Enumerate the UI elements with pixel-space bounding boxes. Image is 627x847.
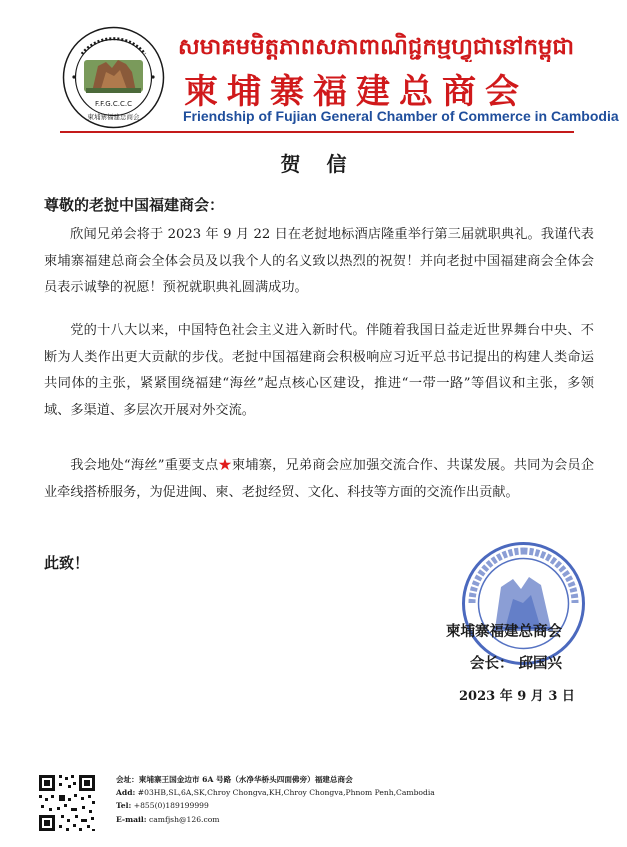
footer-email-label: E-mail: xyxy=(116,814,147,824)
khmer-name-text: សមាគមមិត្តភាពសភាពាណិជ្ជកម្មហ្វូជានៅកម្ពុជា xyxy=(178,35,561,60)
signature-organization: 柬埔寨福建总商会 xyxy=(446,623,562,640)
paragraph-1 xyxy=(44,222,594,302)
letter-date: 2023 年 9 月 3 日 xyxy=(459,689,575,704)
footer-tel: +855(0)189199999 xyxy=(133,801,209,811)
chamber-title-en: Friendship of Fujian General Chamber of Commerce in Cambodia xyxy=(183,108,619,124)
letter-title: 贺信 xyxy=(280,152,373,176)
footer-address-cn: 会址：柬埔寨王国金边市 6A 号路（水净华桥头四面佛旁）福建总商会 xyxy=(116,775,353,784)
paragraph-3-text-a: 我会地处“海丝”重要支点 xyxy=(70,458,219,473)
qr-code xyxy=(37,773,97,833)
paragraph-1-text: 欣闻兄弟会将于 2023 年 9 月 22 日在老挝地标酒店隆重举行第三届就职典礼。我谨代表柬埔寨福建总商会全体会员及以我个人的名义致以热烈的祝贺！并向老挝中国福建商会全体会员表示诚挚的祝愿！预祝就职典礼圆满成功。 xyxy=(44,227,594,295)
closing: 此致！ xyxy=(44,554,90,572)
logo-abbreviation: F.F.G.C.C.C xyxy=(94,100,133,108)
salutation: 尊敬的老挝中国福建商会： xyxy=(44,196,225,214)
signature-president: 会长： 邱国兴 xyxy=(470,655,563,672)
footer-address-en-row xyxy=(116,786,435,799)
footer-tel-row xyxy=(116,799,435,812)
star-icon: ★ xyxy=(218,458,232,473)
footer-email[interactable]: camfjsh@126.com xyxy=(149,814,220,824)
khmer-name xyxy=(178,30,578,62)
header-divider xyxy=(60,131,574,133)
paragraph-3-text-b: 柬埔寨，兄弟商会应加强交流合作、共谋发展。共同为会员企业牵线搭桥服务，为促进闽、柬、老挝经贸、文化、科技等方面的交流作出贡献。 xyxy=(44,458,595,500)
logo-bottom-text: 柬埔寨福建总商会 xyxy=(87,113,140,121)
footer-tel-label: Tel: xyxy=(116,801,132,811)
paragraph-2 xyxy=(44,318,594,424)
footer-email-row xyxy=(116,813,435,826)
paragraph-3 xyxy=(44,453,594,506)
footer-address-en: #03HB,SL,6A,SK,Chroy Chongva,KH,Chroy Chongva,Phnom Penh,Cambodia xyxy=(137,788,435,798)
chamber-logo xyxy=(62,26,165,129)
chamber-title-cn: 柬埔寨福建总商会 xyxy=(184,72,528,112)
footer-contact xyxy=(116,773,435,826)
footer-address-label: Add: xyxy=(116,788,136,798)
paragraph-2-text: 党的十八大以来，中国特色社会主义进入新时代。伴随着我国日益走近世界舞台中央、不断为人类作出更大贡献的步伐。老挝中国福建商会积极响应习近平总书记提出的构建人类命运共同体的主张，紧紧围绕福建“海丝”起点核心区建设，推进“一带一路”等倡议和主张，多领域、多渠道、多层次开展对外交流。 xyxy=(44,323,594,418)
official-seal xyxy=(461,541,586,666)
